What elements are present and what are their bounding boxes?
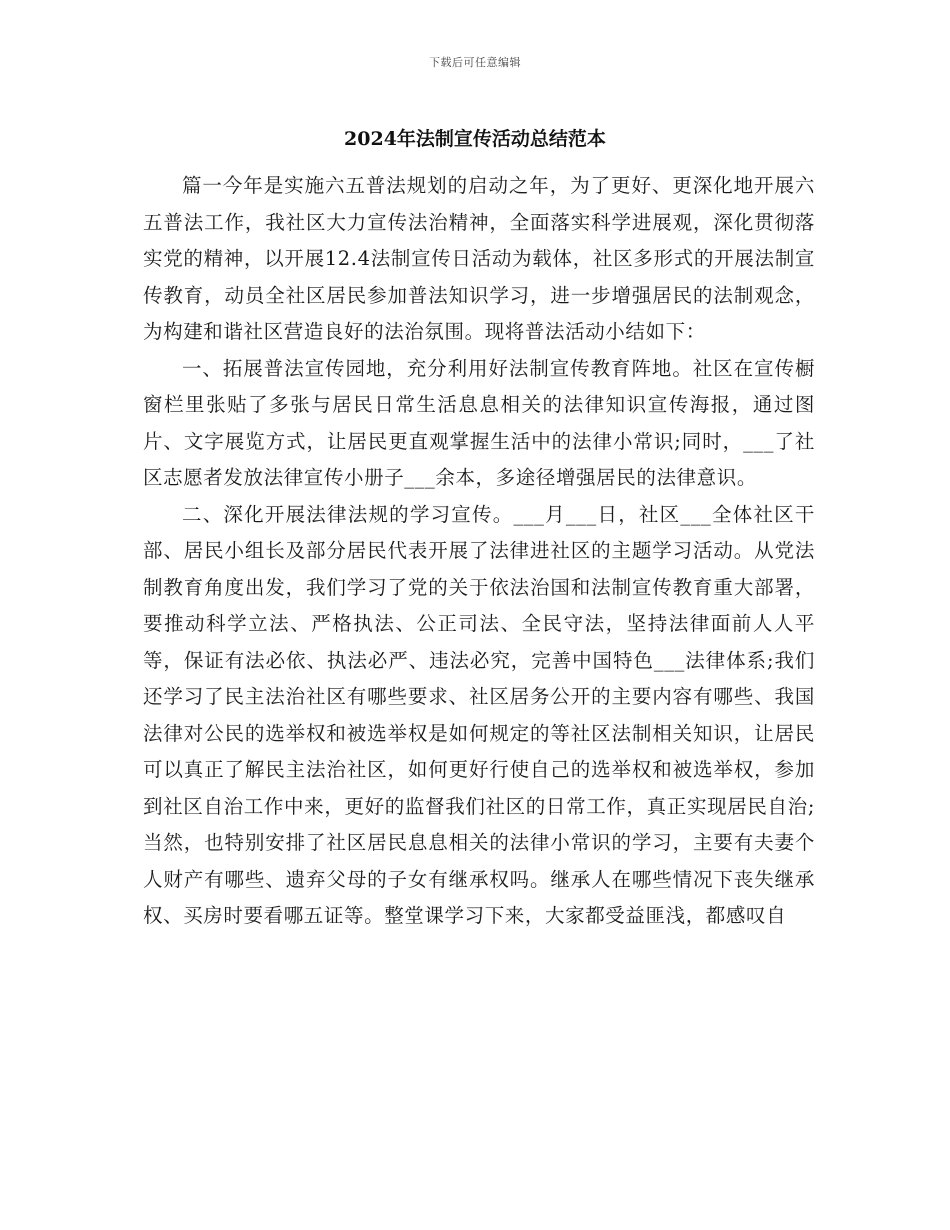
- paragraph-section-one: 一、拓展普法宣传园地，充分利用好法制宣传教育阵地。社区在宣传橱窗栏里张贴了多张与居民日常生活息息相关的法律知识宣传海报，通过图片、文字展览方式，让居民更直观掌握生活中的法律小常识;同时，___了社区志愿者发放法律宣传小册子___余本，多途径增强居民的法律意识。: [143, 356, 815, 489]
- paragraph-section-two: 二、深化开展法律法规的学习宣传。___月___日，社区___全体社区干部、居民小组长及部分居民代表开展了法律进社区的主题学习活动。从党法制教育角度出发，我们学习了党的关于依法治国和法制宣传教育重大部署，要推动科学立法、严格执法、公正司法、全民守法，坚持法律面前人人平等，保证有法必依、执法必严、违法必究，完善中国特色___法律体系;我们还学习了民主法治社区有哪些要求、社区居务公开的主要内容有哪些、我国法律对公民的选举权和被选举权是如何规定的等社区法制相关知识，让居民可以真正了解民主法治社区，如何更好行使自己的选举权和被选举权，参加到社区自治工作中来，更好的监督我们社区的日常工作，真正实现居民自治;当然，也特别安排了社区居民息息相关的法律小常识的学习，主要有夫妻个人财产有哪些、遗弃父母的子女有继承权吗。继承人在哪些情况下丧失继承权、买房时要看哪五证等。整堂课学习下来，大家都受益匪浅，都感叹自: [143, 502, 815, 927]
- header-note: 下载后可任意编辑: [429, 56, 521, 69]
- document-body: [143, 168, 815, 935]
- document-title: 2024年法制宣传活动总结范本: [344, 128, 606, 150]
- paragraph-intro: 篇一今年是实施六五普法规划的启动之年，为了更好、更深化地开展六五普法工作，我社区大力宣传法治精神，全面落实科学进展观，深化贯彻落实党的精神，以开展12.4法制宣传日活动为载体，社区多形式的开展法制宣传教育，动员全社区居民参加普法知识学习，进一步增强居民的法制观念，为构建和谐社区营造良好的法治氛围。现将普法活动小结如下：: [143, 174, 815, 343]
